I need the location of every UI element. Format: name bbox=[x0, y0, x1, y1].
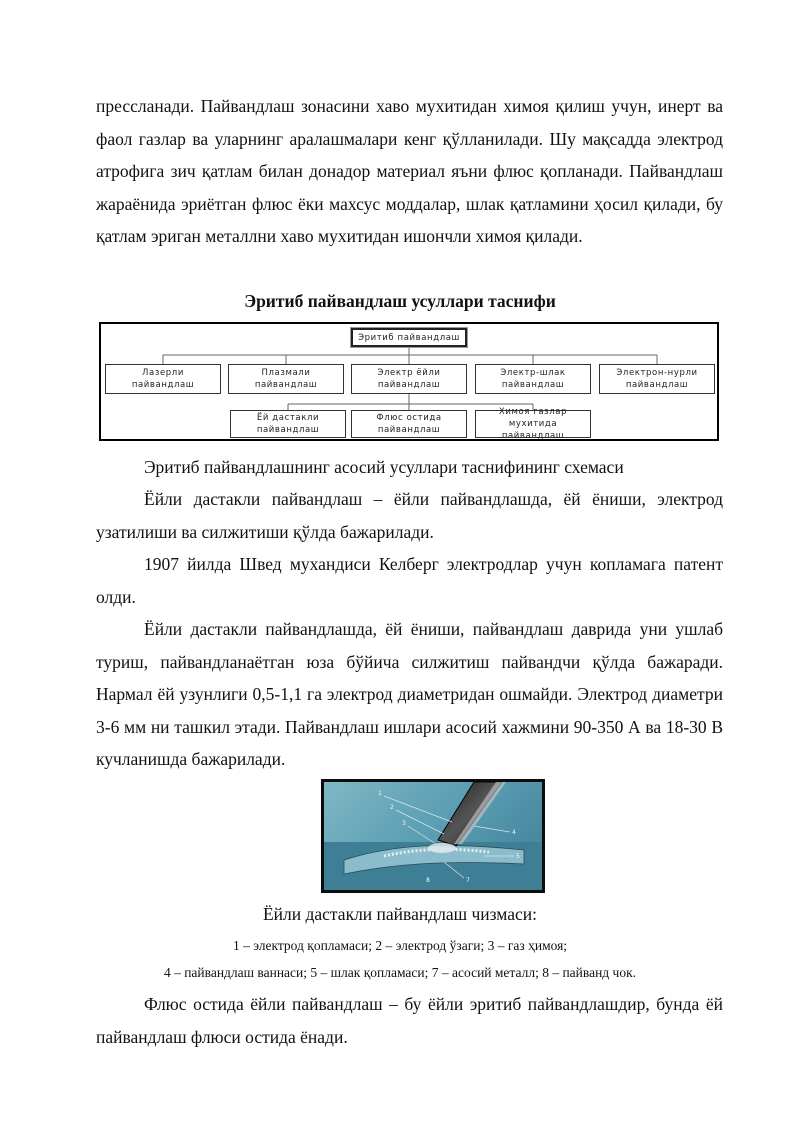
classification-diagram bbox=[99, 322, 719, 441]
photo-label: 7 bbox=[466, 877, 470, 884]
diagram-box-line: пайвандлаш bbox=[254, 380, 318, 390]
diagram-box-plasma bbox=[228, 364, 344, 394]
diagram-box-manual-arc bbox=[230, 410, 346, 438]
intro-paragraph: прессланади. Пайвандлаш зонасини хаво мухитидан химоя қилиш учун, инерт ва фаол газлар ва уларнинг аралашмалари кенг қўлланилади. Шу мақсадда электрод атрофига зич қатлам билан донадор материал яъни флюс қопланади. Пайвандлаш жараёнида эриётган флюс ёки махсус моддалар, шлак қатламини ҳосил қилади, бу қатлам эриган металлни хаво мухитидан ишончли химоя қилади. bbox=[96, 96, 723, 246]
photo-label: 2 bbox=[390, 804, 394, 811]
section-heading: Эритиб пайвандлаш усуллари таснифи bbox=[244, 291, 556, 311]
paragraph-manual-arc: Ёйли дастакли пайвандлаш – ёйли пайвандлашда, ёй ёниши, электрод узатилиши ва силжитиши қўлда бажарилади. bbox=[96, 489, 723, 542]
welding-illustration bbox=[324, 782, 542, 890]
diagram-box-line: Электр ёйли bbox=[377, 368, 441, 378]
paragraph-1907: 1907 йилда Швед мухандиси Келберг электродлар учун копламага патент олди. bbox=[96, 554, 723, 607]
diagram-box-line: Плазмали bbox=[261, 368, 311, 378]
diagram-box-line: пайвандлаш bbox=[256, 425, 320, 435]
diagram-box-line: пайвандлаш bbox=[625, 380, 689, 390]
diagram-box-electric-arc bbox=[351, 364, 467, 394]
diagram-caption: Эритиб пайвандлашнинг асосий усуллари таснифининг схемаси bbox=[144, 457, 624, 477]
diagram-box-line: пайвандлаш bbox=[501, 380, 565, 390]
diagram-box-line: Химоя газлар мухитида bbox=[498, 407, 568, 429]
diagram-root-box bbox=[351, 328, 467, 347]
diagram-box-laser bbox=[105, 364, 221, 394]
diagram-box-line: Флюс остида bbox=[376, 413, 442, 423]
diagram-box-line: Ёй дастакли bbox=[256, 413, 320, 423]
diagram-box-gas-shielded bbox=[475, 407, 591, 441]
diagram-root-label: Эритиб пайвандлаш bbox=[358, 332, 460, 343]
photo-label: 5 bbox=[516, 853, 520, 860]
welding-figure-scene bbox=[324, 782, 542, 890]
legend-line-1: 1 – электрод қопламаси; 2 – электрод ўзаги; 3 – газ ҳимоя; bbox=[232, 938, 568, 953]
diagram-box-line: Электр-шлак bbox=[500, 368, 566, 378]
paragraph-flux: Флюс остида ёйли пайвандлаш – бу ёйли эритиб пайвандлашдир, бунда ёй пайвандлаш флюси остида ёнади. bbox=[96, 994, 723, 1047]
legend-line-2: 4 – пайвандлаш ваннаси; 5 – шлак қопламаси; 7 – асосий металл; 8 – пайванд чок. bbox=[163, 965, 637, 980]
diagram-box-line: Электрон-нурли bbox=[616, 368, 698, 378]
diagram-box-electron-beam bbox=[599, 364, 715, 394]
diagram-box-line: пайвандлаш bbox=[501, 431, 565, 441]
photo-label: 1 bbox=[378, 790, 382, 797]
paragraph-details: Ёйли дастакли пайвандлашда, ёй ёниши, пайвандлаш даврида уни ушлаб туриш, пайвандланаётган юза бўйича силжитиш пайвандчи қўлда бажаради. Нармал ёй узунлиги 0,5-1,1 га электрод диаметридан ошмайди. Электрод диаметри 3-6 мм ни ташкил этади. Пайвандлаш ишлари асосий хажмини 90-350 А ва 18-30 В кучланишда бажарилади. bbox=[96, 619, 723, 769]
diagram-box-line: пайвандлаш bbox=[377, 380, 441, 390]
diagram-box-submerged-arc bbox=[351, 410, 467, 438]
diagram-box-line: Лазерли bbox=[142, 368, 184, 378]
diagram-box-line: пайвандлаш bbox=[377, 425, 441, 435]
figure-caption: Ёйли дастакли пайвандлаш чизмаси: bbox=[262, 904, 538, 924]
photo-label: 3 bbox=[402, 820, 406, 827]
photo-label: 8 bbox=[426, 877, 430, 884]
diagram-box-line: пайвандлаш bbox=[131, 380, 195, 390]
diagram-box-electroslag bbox=[475, 364, 591, 394]
photo-label: 4 bbox=[512, 829, 516, 836]
welding-figure-image bbox=[321, 779, 545, 893]
